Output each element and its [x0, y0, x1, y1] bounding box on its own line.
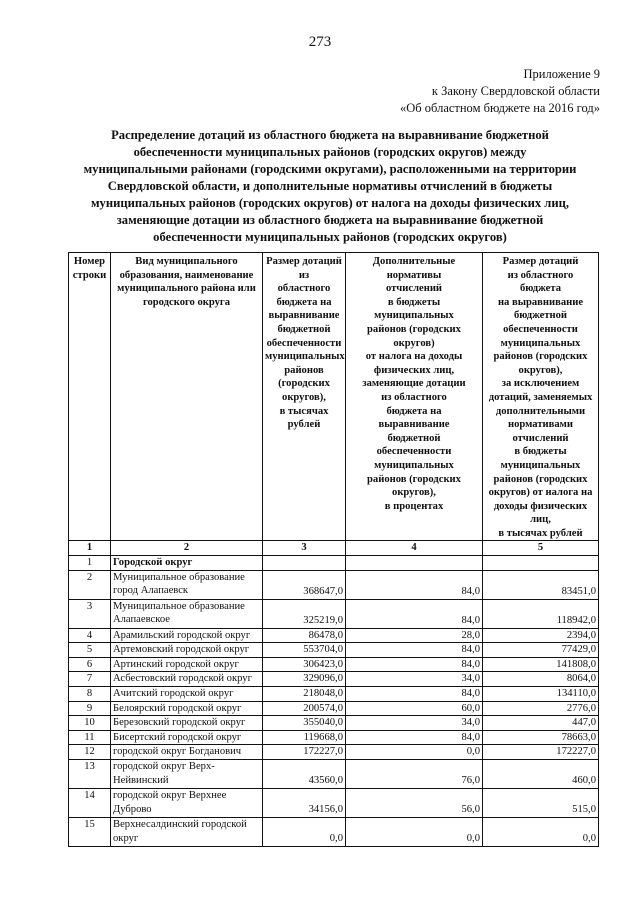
municipality-name [111, 643, 263, 658]
header-line: в тысячах рублей [498, 527, 583, 539]
subsidy-excluding-amount: 515,0 [483, 789, 599, 818]
header-line: в бюджеты [387, 296, 441, 308]
name-line: город Алапаевск [113, 585, 189, 597]
name-line: Арамильский городской округ [113, 629, 251, 641]
title-line: Распределение дотаций из областного бюджета на выравнивание бюджетной [111, 128, 549, 142]
row-number: 10 [69, 716, 111, 731]
additional-norm-percent: 34,0 [346, 672, 483, 687]
name-line: Белоярский городской округ [113, 702, 242, 714]
header-line: бюджета [519, 283, 562, 295]
header-line: Размер дотаций из [266, 256, 342, 281]
appendix-line: к Закону Свердловской области [431, 84, 600, 98]
row-number: 3 [69, 599, 111, 628]
name-line: Городской округ [113, 557, 193, 569]
subsidy-excluding-amount: 78663,0 [483, 730, 599, 745]
municipality-name [111, 716, 263, 731]
table-row [69, 730, 599, 745]
subsidy-excluding-amount: 172227,0 [483, 745, 599, 760]
name-line: Муниципальное образование [113, 600, 245, 612]
title-line: обеспеченности муниципальных районов (городских округов) между [133, 145, 527, 159]
header-line: (городских [278, 378, 330, 390]
header-line: муниципальных [500, 459, 581, 471]
title-line: муниципальными районами (городскими округами), расположенными на территории [83, 162, 577, 176]
header-line: областного [277, 283, 331, 295]
additional-norm-percent: 84,0 [346, 730, 483, 745]
subsidy-amount: 119668,0 [263, 730, 346, 745]
name-line: Муниципальное образование [113, 571, 245, 583]
subsidy-distribution-table [68, 252, 599, 847]
subsidy-excluding-amount: 134110,0 [483, 687, 599, 702]
header-line: бюджетной [387, 432, 441, 444]
table-row [69, 818, 599, 847]
name-line: Артинский городской округ [113, 658, 239, 670]
municipality-name [111, 628, 263, 643]
column-number: 1 [69, 541, 111, 556]
title-line: муниципальных районов (городских округов) от налога на доходы физических лиц, [90, 196, 570, 210]
header-line: бюджета на [276, 296, 332, 308]
subsidy-amount: 553704,0 [263, 643, 346, 658]
subsidy-excluding-amount: 2776,0 [483, 701, 599, 716]
table-row [69, 760, 599, 789]
subsidy-amount: 200574,0 [263, 701, 346, 716]
municipality-name [111, 687, 263, 702]
header-line: округов), [518, 364, 563, 376]
header-line: обеспеченности [266, 337, 342, 349]
header-line: муниципального района или [117, 283, 256, 295]
header-line: районов (городских [493, 473, 588, 485]
row-number: 7 [69, 672, 111, 687]
subsidy-amount: 325219,0 [263, 599, 346, 628]
header-line: нормативами [508, 419, 573, 431]
subsidy-amount: 34156,0 [263, 789, 346, 818]
header-subsidy-excluding [483, 253, 599, 541]
subsidy-amount: 172227,0 [263, 745, 346, 760]
header-line: на выравнивание [497, 296, 584, 308]
name-line: Артемовский городской округ [113, 644, 250, 656]
header-line: выравнивание [268, 310, 340, 322]
subsidy-amount: 355040,0 [263, 716, 346, 731]
page-number: 273 [308, 34, 332, 50]
additional-norm-percent: 84,0 [346, 570, 483, 599]
municipality-name [111, 760, 263, 789]
subsidy-excluding-amount: 2394,0 [483, 628, 599, 643]
name-line: Дуброво [113, 803, 152, 815]
header-line: округов) от налога на [488, 487, 593, 499]
table-row [69, 599, 599, 628]
header-line: обеспеченности [376, 446, 452, 458]
header-line: городского округа [142, 296, 231, 308]
municipality-name [111, 730, 263, 745]
subsidy-excluding-amount: 460,0 [483, 760, 599, 789]
name-line: округ [113, 832, 139, 844]
subsidy-amount: 368647,0 [263, 570, 346, 599]
header-line: отчислений [512, 432, 569, 444]
title-line: заменяющие дотации из областного бюджета на выравнивание бюджетной [116, 213, 544, 227]
row-number: 14 [69, 789, 111, 818]
column-number: 5 [483, 541, 599, 556]
row-number: 1 [69, 556, 111, 571]
appendix-line: «Об областном бюджете на 2016 год» [400, 101, 600, 115]
header-line: обеспеченности [503, 323, 578, 335]
header-line: округов), [282, 391, 326, 403]
header-line: от налога на доходы [365, 351, 463, 363]
additional-norm-percent: 28,0 [346, 628, 483, 643]
municipality-name [111, 556, 263, 571]
subsidy-amount: 306423,0 [263, 657, 346, 672]
header-line: районов (городских [367, 473, 461, 485]
header-line: бюджетной [513, 310, 568, 322]
header-line: физических лиц, [373, 364, 455, 376]
header-additional-norms [346, 253, 483, 541]
header-line: Вид муниципального [135, 256, 238, 267]
row-number: 13 [69, 760, 111, 789]
header-line: муниципальных [265, 351, 345, 363]
title-line: Свердловской области, и дополнительные нормативы отчислений в бюджеты [107, 179, 553, 193]
column-number-row [69, 541, 599, 556]
municipality-name [111, 818, 263, 847]
header-line: образования, наименование [119, 269, 254, 281]
table-row [69, 657, 599, 672]
header-line: бюджета на [386, 405, 442, 417]
header-line: Размер дотаций [502, 256, 579, 267]
header-line: Дополнительные [372, 256, 456, 267]
table-row [69, 643, 599, 658]
row-number: 11 [69, 730, 111, 745]
header-line: дотаций, заменяемых [488, 391, 593, 403]
document-title [50, 127, 610, 246]
header-line: нормативы [386, 269, 442, 281]
column-number: 4 [346, 541, 483, 556]
additional-norm-percent: 0,0 [346, 745, 483, 760]
table-row [69, 745, 599, 760]
subsidy-amount: 86478,0 [263, 628, 346, 643]
column-number: 2 [111, 541, 263, 556]
subsidy-excluding-amount: 77429,0 [483, 643, 599, 658]
municipality-name [111, 701, 263, 716]
municipality-name [111, 745, 263, 760]
additional-norm-percent: 76,0 [346, 760, 483, 789]
municipality-name [111, 672, 263, 687]
header-line: районов [284, 364, 324, 376]
table-row [69, 716, 599, 731]
row-number: 5 [69, 643, 111, 658]
appendix-reference [400, 66, 600, 117]
subsidy-excluding-amount: 118942,0 [483, 599, 599, 628]
subsidy-excluding-amount [483, 556, 599, 571]
header-line: лиц, [530, 514, 551, 526]
subsidy-amount: 329096,0 [263, 672, 346, 687]
name-line: городской округ Богданович [113, 746, 242, 758]
header-line: из областного [507, 269, 574, 281]
additional-norm-percent: 84,0 [346, 599, 483, 628]
header-line: муниципальных [374, 459, 454, 471]
subsidy-excluding-amount: 8064,0 [483, 672, 599, 687]
table-row [69, 687, 599, 702]
header-line: округов) [393, 337, 435, 349]
additional-norm-percent [346, 556, 483, 571]
row-number: 2 [69, 570, 111, 599]
header-line: муниципальных [500, 337, 581, 349]
additional-norm-percent: 84,0 [346, 643, 483, 658]
header-line: районов (городских [493, 351, 588, 363]
subsidy-excluding-amount: 0,0 [483, 818, 599, 847]
header-line: доходы физических [493, 500, 588, 512]
subsidy-amount: 218048,0 [263, 687, 346, 702]
header-line: отчислений [385, 283, 443, 295]
row-number: 8 [69, 687, 111, 702]
name-line: Ачитский городской округ [113, 688, 234, 700]
name-line: Алапаевское [113, 614, 170, 626]
name-line: городской округ Верх- [113, 761, 215, 772]
name-line: Верхнесалдинский городской [113, 819, 247, 830]
header-line: дополнительными [495, 405, 586, 417]
additional-norm-percent: 56,0 [346, 789, 483, 818]
header-line: из областного [381, 391, 447, 403]
table-row [69, 701, 599, 716]
table-row [69, 628, 599, 643]
title-line: обеспеченности муниципальных районов (городских округов) [153, 230, 507, 244]
header-line: муниципальных [374, 310, 454, 322]
additional-norm-percent: 0,0 [346, 818, 483, 847]
municipality-name [111, 599, 263, 628]
header-line: в тысячах рублей [279, 405, 329, 431]
row-number: 9 [69, 701, 111, 716]
header-line: Номер [73, 256, 106, 267]
subsidy-amount: 43560,0 [263, 760, 346, 789]
header-line: за исключением [501, 378, 580, 390]
subsidy-excluding-amount: 447,0 [483, 716, 599, 731]
name-line: Нейвинский [113, 774, 169, 786]
name-line: Асбестовский городской округ [113, 673, 252, 685]
header-line: заменяющие дотации [362, 378, 466, 390]
row-number: 12 [69, 745, 111, 760]
municipality-name [111, 789, 263, 818]
municipality-name [111, 657, 263, 672]
additional-norm-percent: 84,0 [346, 687, 483, 702]
header-line: в процентах [384, 500, 444, 512]
header-subsidy-amount [263, 253, 346, 541]
name-line: Березовский городской округ [113, 717, 246, 729]
table-header-row [69, 253, 599, 541]
header-municipality-name [111, 253, 263, 541]
header-line: строки [72, 269, 107, 281]
row-number: 15 [69, 818, 111, 847]
table-row [69, 672, 599, 687]
subsidy-excluding-amount: 141808,0 [483, 657, 599, 672]
header-row-number [69, 253, 111, 541]
header-line: округов), [392, 487, 436, 499]
column-number: 3 [263, 541, 346, 556]
additional-norm-percent: 84,0 [346, 657, 483, 672]
table-row [69, 556, 599, 571]
header-line: районов (городских [367, 323, 461, 335]
additional-norm-percent: 60,0 [346, 701, 483, 716]
additional-norm-percent: 34,0 [346, 716, 483, 731]
header-line: выравнивание [378, 419, 450, 431]
table-row [69, 789, 599, 818]
header-line: бюджетной [277, 323, 331, 335]
row-number: 4 [69, 628, 111, 643]
appendix-line: Приложение 9 [523, 67, 600, 81]
table-row [69, 570, 599, 599]
name-line: городской округ Верхнее [113, 790, 227, 801]
municipality-name [111, 570, 263, 599]
subsidy-amount [263, 556, 346, 571]
header-line: в бюджеты [514, 446, 567, 458]
name-line: Бисертский городской округ [113, 731, 242, 743]
subsidy-amount: 0,0 [263, 818, 346, 847]
row-number: 6 [69, 657, 111, 672]
subsidy-excluding-amount: 83451,0 [483, 570, 599, 599]
